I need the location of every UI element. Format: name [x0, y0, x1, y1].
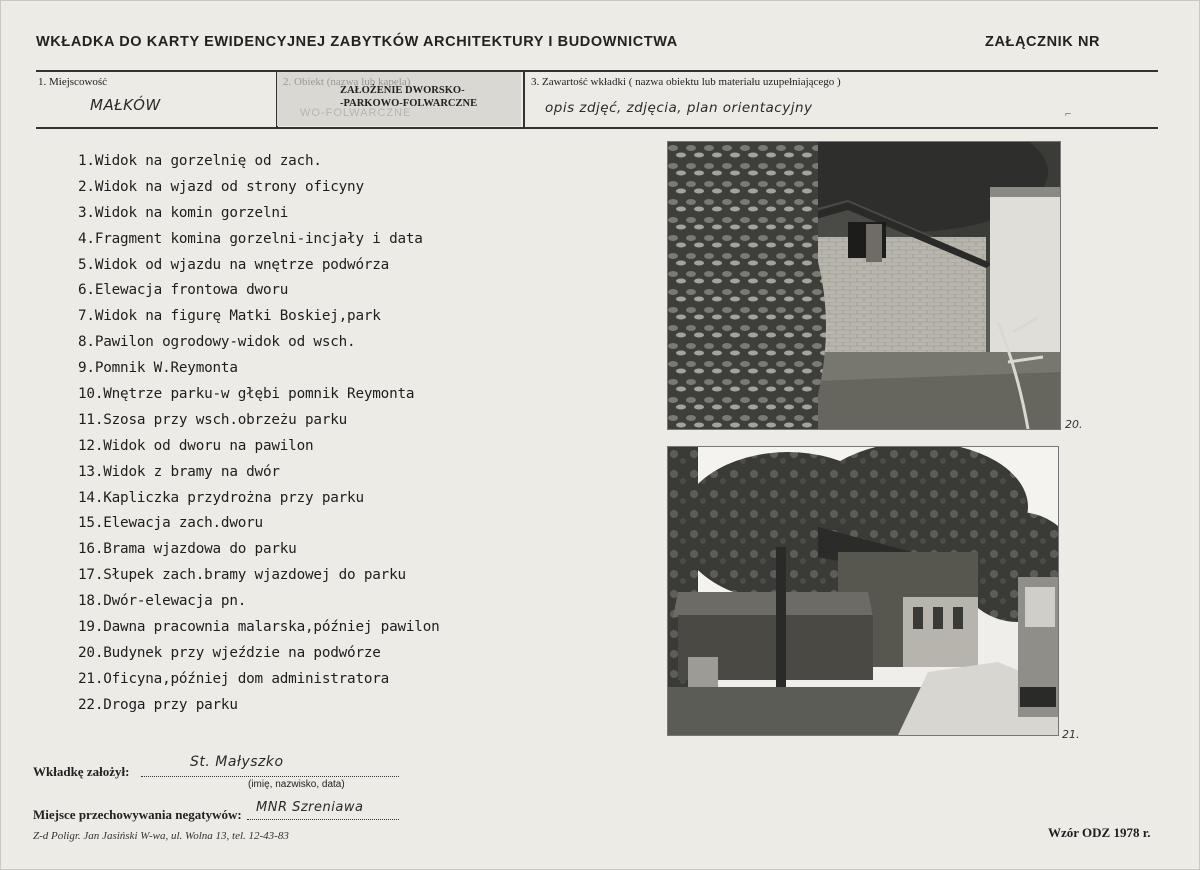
list-item: 2.Widok na wjazd od strony oficyny	[78, 178, 364, 195]
list-item: 5.Widok od wjazdu na wnętrze podwórza	[78, 256, 390, 273]
card-title: WKŁADKA DO KARTY EWIDENCYJNEJ ZABYTKÓW ARCHITEKTURY I BUDOWNICTWA	[36, 34, 678, 50]
field-divider-2	[523, 70, 525, 128]
photo-list	[78, 149, 440, 719]
list-item: 6.Elewacja frontowa dworu	[78, 282, 289, 299]
list-item: 20.Budynek przy wjeździe na podwórze	[78, 644, 381, 661]
author-dotted-line	[141, 776, 399, 777]
list-item: 16.Brama wjazdowa do parku	[78, 541, 297, 558]
object-stamp-line-2: -PARKOWO-FOLWARCZNE	[340, 98, 478, 109]
storage-value: MNR Szreniawa	[256, 800, 364, 815]
contents-label: 3. Zawartość wkładki ( nazwa obiektu lub materiału uzupełniającego )	[531, 76, 841, 88]
list-item: 1.Widok na gorzelnię od zach.	[78, 153, 322, 169]
photo-20-caption: 20.	[1065, 418, 1083, 431]
photo-21-caption: 21.	[1062, 728, 1080, 741]
list-item: 18.Dwór-elewacja pn.	[78, 593, 247, 610]
photo-20-image	[668, 142, 1060, 429]
object-label: 2. Obiekt (nazwa lub kapela)	[283, 76, 411, 88]
list-item: 19.Dawna pracownia malarska,później pawilon	[78, 619, 440, 636]
locality-label: 1. Miejscowość	[38, 76, 108, 88]
list-item: 10.Wnętrze parku-w głębi pomnik Reymonta	[78, 386, 415, 403]
list-item: 8.Pawilon ogrodowy-widok od wsch.	[78, 334, 356, 351]
author-value: St. Małyszko	[190, 754, 284, 770]
form-number: Wzór ODZ 1978 r.	[1048, 825, 1151, 840]
list-item: 14.Kapliczka przydrożna przy parku	[78, 489, 364, 506]
storage-label: Miejsce przechowywania negatywów:	[33, 807, 242, 822]
list-item: 4.Fragment komina gorzelni-incjały i data	[78, 230, 423, 247]
locality-value: MAŁKÓW	[90, 96, 161, 114]
list-item: 22.Droga przy parku	[78, 696, 238, 713]
stamp-ghost-text: WO-FOLWARCZNE	[300, 107, 412, 119]
photo-20	[667, 141, 1061, 430]
list-item: 12.Widok od dworu na pawilon	[78, 437, 314, 454]
list-item: 9.Pomnik W.Reymonta	[78, 360, 238, 377]
photo-21-image	[668, 447, 1058, 735]
list-item: 15.Elewacja zach.dworu	[78, 515, 263, 532]
list-item: 11.Szosa przy wsch.obrzeżu parku	[78, 411, 348, 428]
corner-mark: ⌐	[1065, 108, 1072, 120]
list-item: 7.Widok na figurę Matki Boskiej,park	[78, 308, 381, 325]
field-top-rule	[36, 70, 1158, 72]
attachment-number-label: ZAŁĄCZNIK NR	[985, 34, 1101, 50]
author-subscript: (imię, nazwisko, data)	[248, 779, 345, 790]
photo-21	[667, 446, 1059, 736]
list-item: 13.Widok z bramy na dwór	[78, 463, 280, 480]
object-stamp-line-1: ZAŁOŻENIE DWORSKO-	[340, 85, 465, 96]
storage-dotted-line	[247, 819, 399, 820]
field-bottom-rule	[36, 127, 1158, 129]
list-item: 21.Oficyna,później dom administratora	[78, 670, 390, 687]
list-item: 17.Słupek zach.bramy wjazdowej do parku	[78, 567, 406, 584]
author-label: Wkładkę założył:	[33, 764, 130, 779]
contents-value: opis zdjęć, zdjęcia, plan orientacyjny	[545, 100, 813, 116]
list-item: 3.Widok na komin gorzelni	[78, 204, 289, 221]
printer-note: Z-d Poligr. Jan Jasiński W-wa, ul. Wolna 13, tel. 12-43-83	[33, 830, 289, 842]
